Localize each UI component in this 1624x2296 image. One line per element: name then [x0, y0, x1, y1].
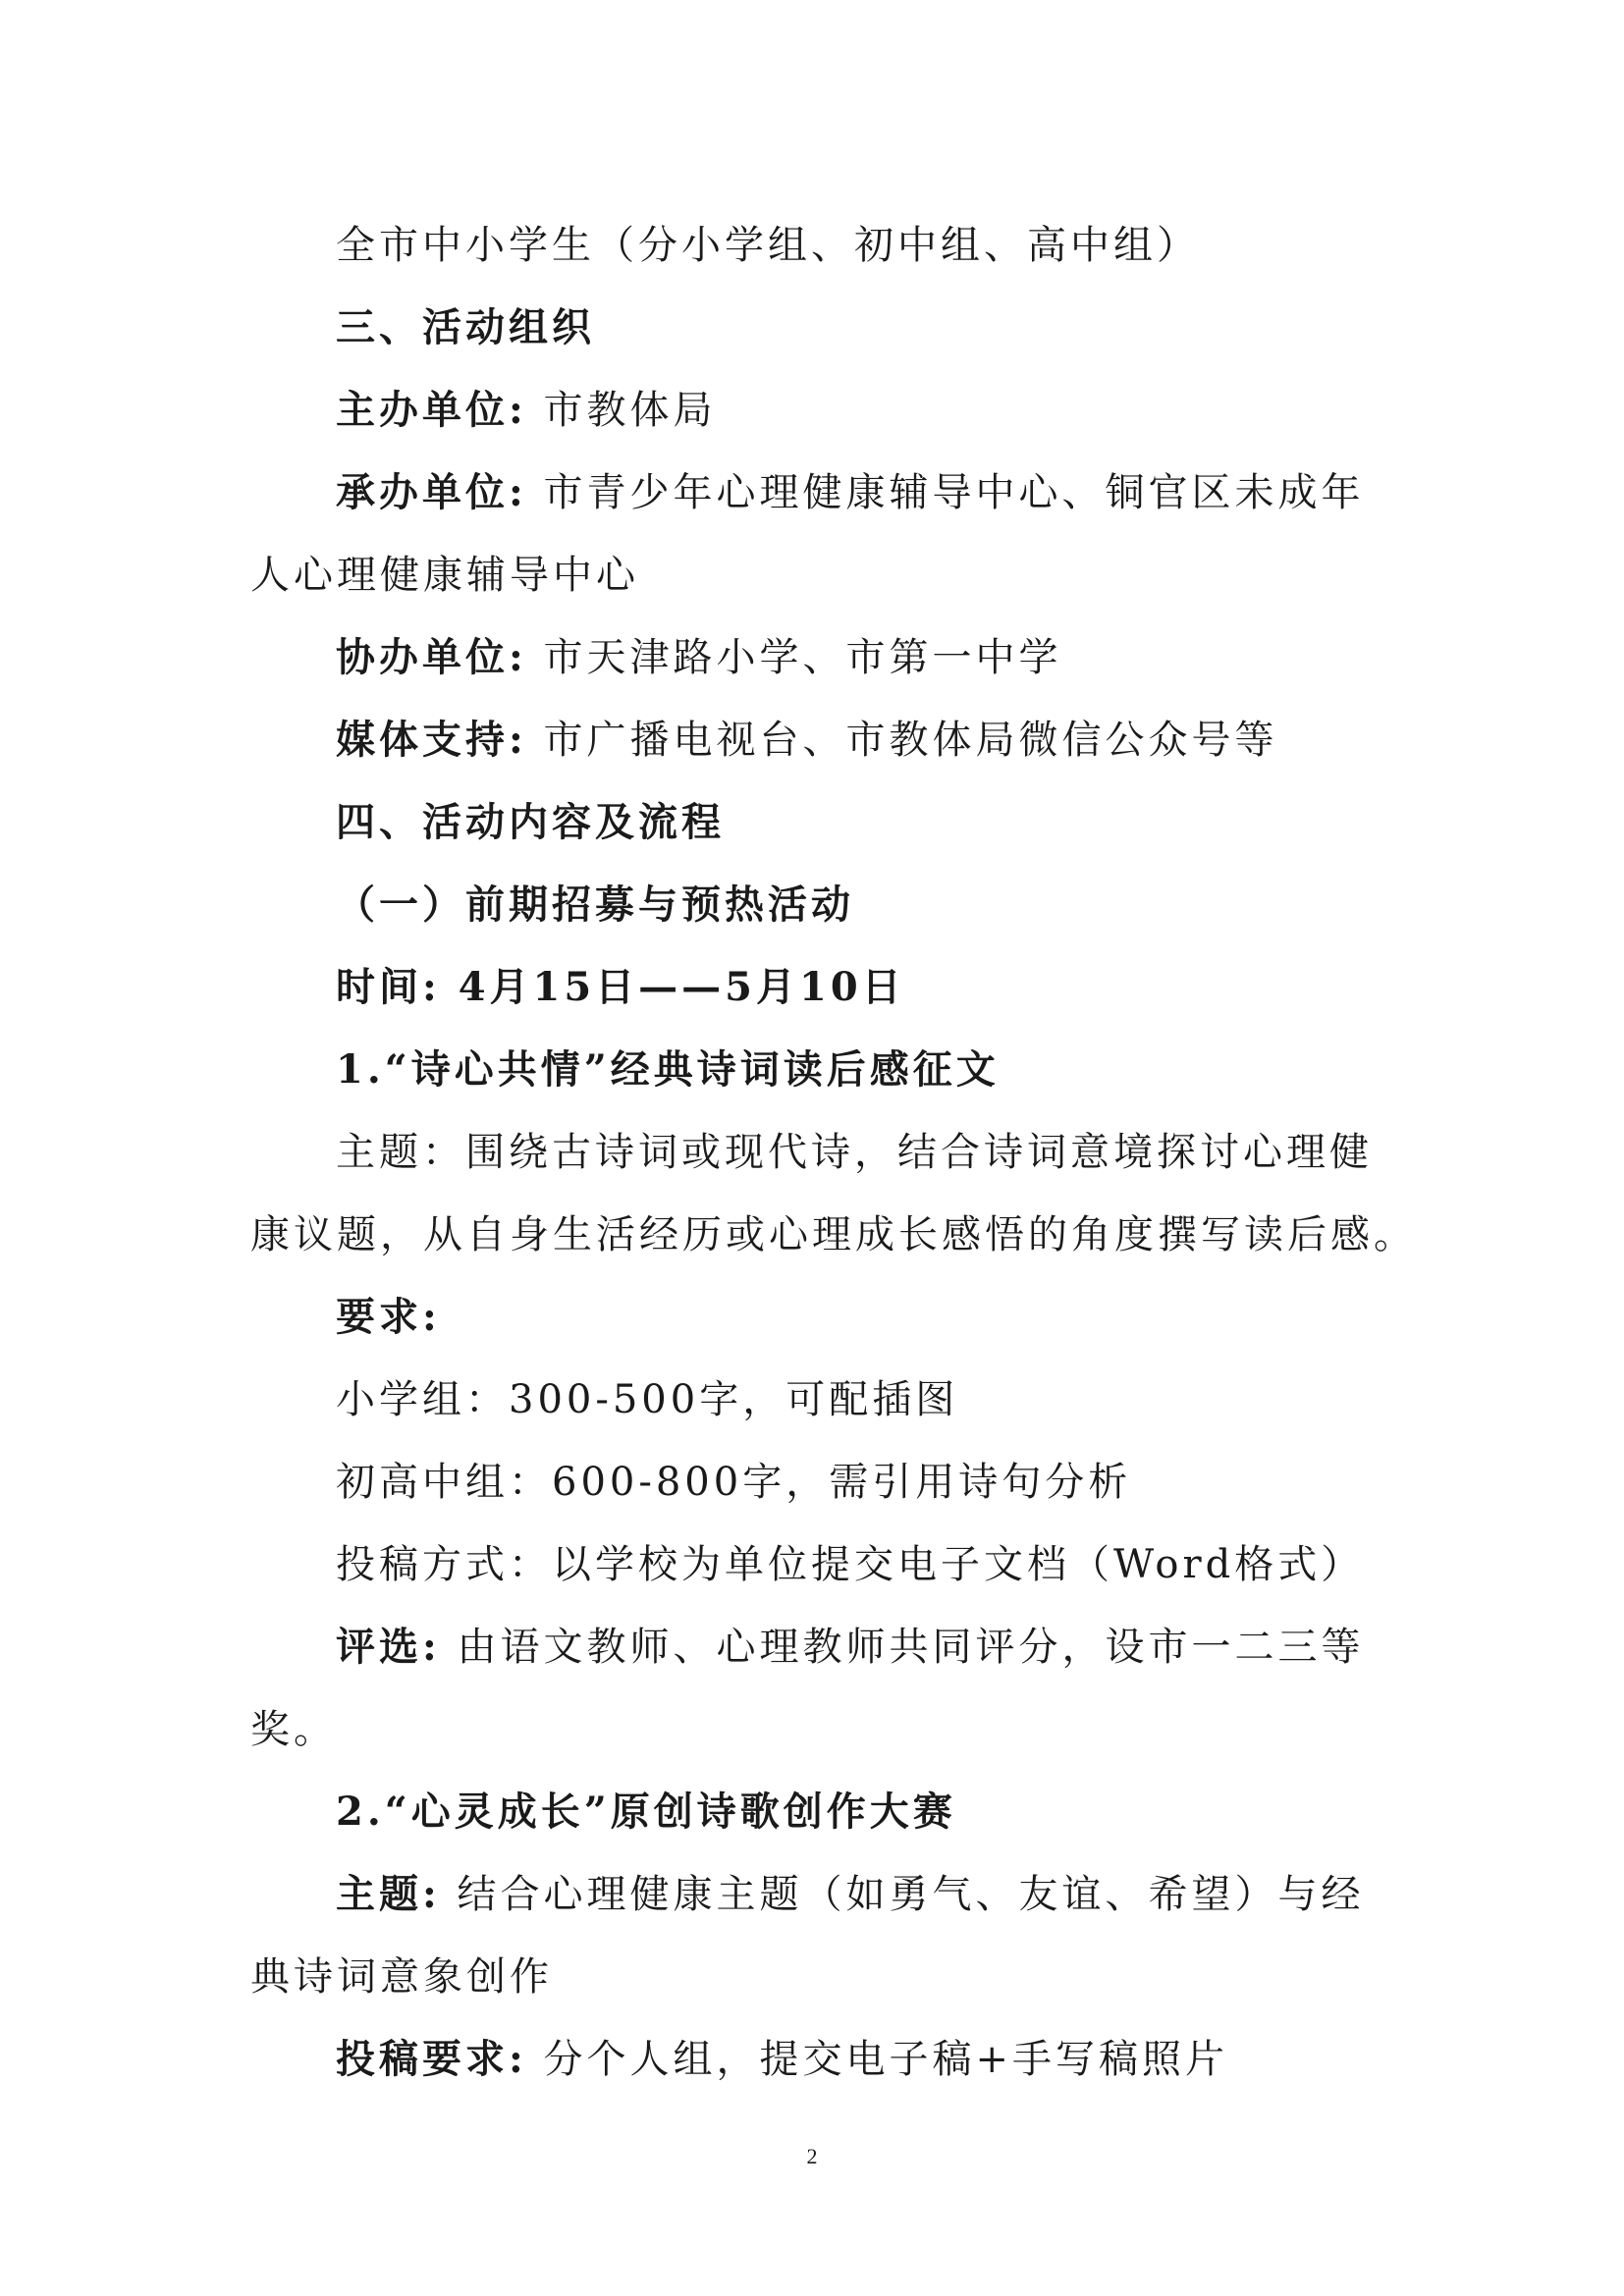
secondary-group-requirement: 初高中组：600-800字，需引用诗句分析 [336, 1460, 1132, 1505]
media-support-line [336, 713, 1277, 768]
organizer-text: 市教体局 [526, 388, 717, 433]
essay-theme-line: 主题：围绕古诗词或现代诗，结合诗词意境探讨心理健 [336, 1130, 1373, 1175]
evaluation-label: 评选: [336, 1624, 441, 1670]
media-support-label: 媒体支持: [336, 717, 527, 763]
contest-theme-line-continued: 典诗词意象创作 [250, 1954, 553, 2000]
time-line: 时间: 4月15日——5月10日 [336, 964, 905, 1010]
co-organizer-line [336, 630, 1061, 685]
undertaker-label: 承办单位: [336, 469, 527, 515]
co-organizer-label: 协办单位: [336, 634, 527, 680]
primary-group-requirement: 小学组：300-500字，可配插图 [336, 1377, 959, 1422]
item-heading-essay: 1.“诗心共情”经典诗词读后感征文 [336, 1046, 1000, 1093]
evaluation-line [336, 1620, 1364, 1675]
organizer-line [336, 383, 716, 438]
item-heading-poetry-contest: 2.“心灵成长”原创诗歌创作大赛 [336, 1789, 956, 1835]
submission-method-line: 投稿方式：以学校为单位提交电子文档（Word格式） [336, 1542, 1365, 1587]
participants-line: 全市中小学生（分小学组、初中组、高中组） [336, 223, 1200, 268]
section-heading-organization: 三、活动组织 [336, 304, 595, 350]
co-organizer-text: 市天津路小学、市第一中学 [526, 635, 1062, 680]
media-support-text: 市广播电视台、市教体局微信公众号等 [526, 718, 1278, 763]
subsection-heading-recruitment: （一）前期招募与预热活动 [336, 881, 854, 928]
contest-submission-text: 分个人组，提交电子稿+手写稿照片 [526, 2037, 1228, 2082]
requirements-label: 要求: [336, 1294, 441, 1340]
undertaker-text: 市青少年心理健康辅导中心、铜官区未成年 [526, 470, 1365, 515]
essay-theme-line-continued: 康议题，从自身生活经历或心理成长感悟的角度撰写读后感。 [250, 1212, 1417, 1257]
organizer-label: 主办单位: [336, 387, 527, 433]
contest-submission-label: 投稿要求: [336, 2036, 527, 2082]
section-heading-content: 四、活动内容及流程 [336, 799, 725, 845]
contest-theme-label: 主题: [336, 1871, 441, 1917]
evaluation-line-continued: 奖。 [250, 1707, 337, 1752]
page-number: 2 [806, 2144, 818, 2168]
contest-submission-line [336, 2032, 1228, 2087]
undertaker-line-continued: 人心理健康辅导中心 [250, 553, 639, 598]
evaluation-text: 由语文教师、心理教师共同评分，设市一二三等 [440, 1625, 1365, 1670]
contest-theme-text: 结合心理健康主题（如勇气、友谊、希望）与经 [440, 1872, 1365, 1917]
undertaker-line [336, 465, 1364, 520]
contest-theme-line [336, 1867, 1364, 1922]
